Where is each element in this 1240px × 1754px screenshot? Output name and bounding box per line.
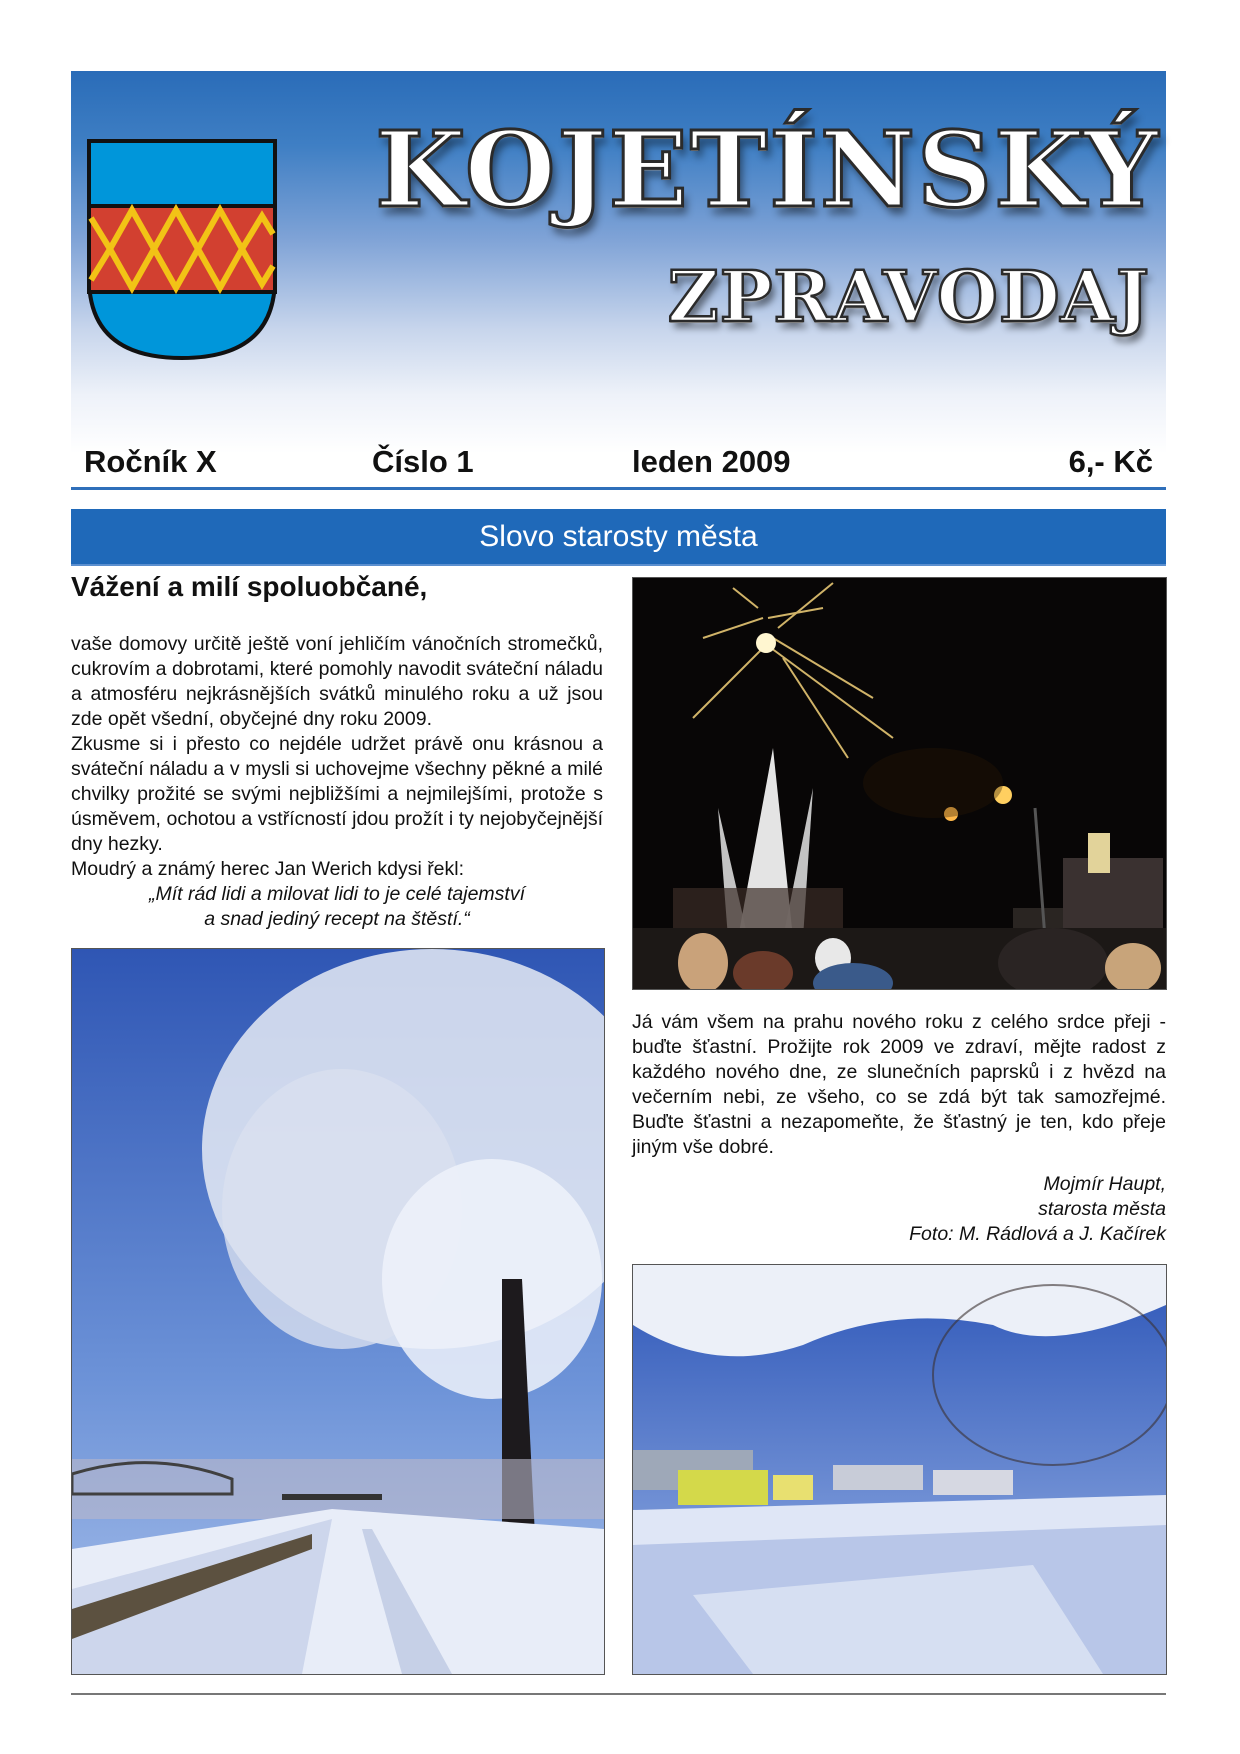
footer-divider <box>71 1693 1166 1695</box>
quote-line: a snad jediný recept na štěstí.“ <box>204 908 470 930</box>
author-name: Mojmír Haupt, <box>1043 1173 1166 1195</box>
photo-fireworks <box>632 577 1167 990</box>
photo-birch-tree <box>71 948 605 1675</box>
article-right-column <box>632 1010 1166 1160</box>
coat-of-arms-icon <box>86 138 278 361</box>
article-paragraph: Moudrý a známý herec Jan Werich kdysi řekl: <box>71 858 465 880</box>
quote-line: „Mít rád lidi a milovat lidi to je celé tajemství <box>148 883 526 905</box>
issue-volume: Ročník X <box>84 444 217 479</box>
article-signature <box>632 1172 1166 1247</box>
article-paragraph: Já vám všem na prahu nového roku z celého srdce přeji - buďte šťastní. Prožijte rok 2009 ve zdraví, mějte radost z každého nového dne, ze slunečních paprsků i z hvězd na večerním nebi, ze všeho, co se zdá být tak samozřejmé. Buďte šťastni a nezapomeňte, že šťastný je ten, kdo přeje jiným vše dobré. <box>632 1011 1166 1158</box>
newsletter-subtitle: ZPRAVODAJ <box>667 255 1150 338</box>
author-role: starosta města <box>1038 1198 1166 1220</box>
article-paragraph: Zkusme si i přesto co nejdéle udržet právě onu krásnou a sváteční náladu a v mysli si uchovejme všechny pěkné a milé chvilky prožité se svými nejbližšími a nejmilejšími, protože s úsměvem, ochotou a vstřícností jdou prožít i ty nejobyčejnější dny hezky. <box>71 733 603 855</box>
issue-info <box>71 440 1166 480</box>
article-left-column <box>71 632 603 932</box>
newsletter-title: KOJETÍNSKÝ <box>375 108 1160 231</box>
issue-number: Číslo 1 <box>372 444 474 479</box>
photo-credit: Foto: M. Rádlová a J. Kačírek <box>909 1223 1166 1245</box>
issue-date: leden 2009 <box>632 444 791 479</box>
article-greeting: Vážení a milí spoluobčané, <box>71 571 428 602</box>
article-paragraph: vaše domovy určitě ještě voní jehličím vánočních stromečků, cukrovím a dobrotami, které pomohly navodit sváteční náladu a atmosféru nejkrásnějších svátků minulého roku a už jsou zde opět všední, obyčejné dny roku 2009. <box>71 633 603 730</box>
section-heading: Slovo starosty města <box>71 509 1166 566</box>
photo-snowy-village <box>632 1264 1167 1675</box>
issue-divider <box>71 487 1166 490</box>
issue-price: 6,- Kč <box>1068 444 1153 479</box>
